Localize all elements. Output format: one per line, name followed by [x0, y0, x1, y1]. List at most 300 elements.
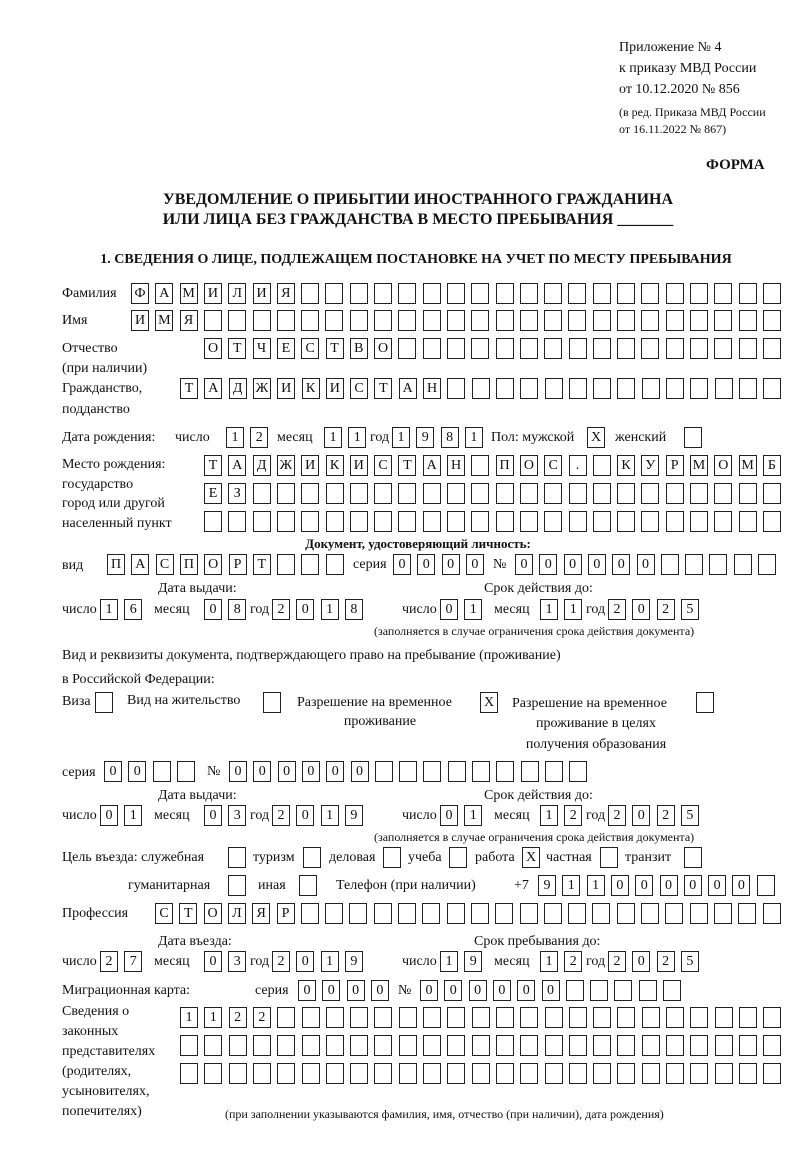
char-box-rep-row2[interactable] — [253, 1035, 271, 1056]
char-box-birthplace-row2[interactable] — [739, 483, 757, 504]
char-box-stay-number[interactable] — [448, 761, 466, 782]
char-box-birthplace-row3[interactable] — [350, 511, 368, 532]
char-box-name[interactable]: Я — [180, 310, 198, 331]
char-box-name[interactable] — [447, 310, 465, 331]
char-box-patronymic[interactable]: С — [301, 338, 319, 359]
char-box-stay-until-day[interactable]: 9 — [464, 951, 482, 972]
char-box-stay-issue-year[interactable]: 9 — [345, 805, 363, 826]
char-box-citizenship[interactable] — [569, 378, 587, 399]
char-box-birthplace-row3[interactable] — [277, 511, 295, 532]
char-box-citizenship[interactable] — [447, 378, 465, 399]
char-box-birthplace-row1[interactable]: О — [520, 455, 538, 476]
char-box-surname[interactable] — [714, 283, 732, 304]
char-box-birth-month[interactable]: 1 — [324, 427, 342, 448]
char-box-profession[interactable] — [738, 903, 756, 924]
char-box-rep-row3[interactable] — [326, 1063, 344, 1084]
char-box-rep-row2[interactable] — [423, 1035, 441, 1056]
char-box-phone[interactable]: 1 — [587, 875, 605, 896]
char-box-name[interactable] — [350, 310, 368, 331]
char-box-birthplace-row2[interactable]: З — [228, 483, 246, 504]
char-box-patronymic[interactable]: Е — [277, 338, 295, 359]
char-box-birth-year[interactable]: 8 — [441, 427, 459, 448]
char-box-stay-until-year[interactable]: 0 — [632, 951, 650, 972]
char-box-patronymic[interactable] — [398, 338, 416, 359]
char-box-id-valid-year[interactable]: 2 — [657, 599, 675, 620]
char-box-mig-number[interactable]: 0 — [542, 980, 560, 1001]
char-box-birthplace-row3[interactable] — [544, 511, 562, 532]
char-box-rep-row1[interactable] — [374, 1007, 392, 1028]
char-box-patronymic[interactable] — [471, 338, 489, 359]
char-box-rep-row3[interactable] — [642, 1063, 660, 1084]
char-box-rep-row1[interactable] — [277, 1007, 295, 1028]
char-box-profession[interactable] — [641, 903, 659, 924]
char-box-birthplace-row1[interactable]: Р — [666, 455, 684, 476]
char-box-rep-row3[interactable] — [545, 1063, 563, 1084]
char-box-surname[interactable] — [641, 283, 659, 304]
char-box-citizenship[interactable]: А — [204, 378, 222, 399]
char-box-name[interactable] — [398, 310, 416, 331]
char-box-rep-row3[interactable] — [472, 1063, 490, 1084]
char-box-birthplace-row1[interactable] — [593, 455, 611, 476]
char-box-rep-row1[interactable] — [666, 1007, 684, 1028]
char-box-id-valid-day[interactable]: 0 — [440, 599, 458, 620]
char-box-mig-number[interactable] — [663, 980, 681, 1001]
char-box-surname[interactable] — [617, 283, 635, 304]
char-box-birthplace-row1[interactable]: . — [569, 455, 587, 476]
char-box-rep-row2[interactable] — [617, 1035, 635, 1056]
char-box-rep-row1[interactable] — [642, 1007, 660, 1028]
char-box-birthplace-row2[interactable] — [763, 483, 781, 504]
char-box-patronymic[interactable]: В — [350, 338, 368, 359]
char-box-citizenship[interactable]: И — [277, 378, 295, 399]
char-box-id-issue-month[interactable]: 8 — [228, 599, 246, 620]
char-box-birthplace-row1[interactable]: Н — [447, 455, 465, 476]
char-box-birthplace-row1[interactable]: Б — [763, 455, 781, 476]
char-box-rep-row3[interactable] — [715, 1063, 733, 1084]
char-box-birthplace-row3[interactable] — [204, 511, 222, 532]
char-box-profession[interactable] — [520, 903, 538, 924]
char-box-birthplace-row1[interactable]: П — [496, 455, 514, 476]
char-box-rep-row3[interactable] — [277, 1063, 295, 1084]
char-box-stay-until-year[interactable]: 5 — [681, 951, 699, 972]
char-box-id-number[interactable]: 0 — [515, 554, 533, 575]
char-box-patronymic[interactable] — [739, 338, 757, 359]
char-box-patronymic[interactable]: О — [204, 338, 222, 359]
char-box-name[interactable] — [228, 310, 246, 331]
char-box-rep-row3[interactable] — [447, 1063, 465, 1084]
checkbox-purpose-official[interactable] — [228, 847, 246, 868]
char-box-stay-until-month[interactable]: 1 — [540, 951, 558, 972]
char-box-citizenship[interactable]: Д — [229, 378, 247, 399]
char-box-mig-number[interactable] — [639, 980, 657, 1001]
char-box-profession[interactable] — [592, 903, 610, 924]
char-box-citizenship[interactable]: Т — [180, 378, 198, 399]
char-box-phone[interactable]: 0 — [708, 875, 726, 896]
char-box-entry-month[interactable]: 3 — [228, 951, 246, 972]
char-box-birthplace-row1[interactable]: А — [423, 455, 441, 476]
char-box-surname[interactable] — [666, 283, 684, 304]
char-box-name[interactable] — [690, 310, 708, 331]
char-box-profession[interactable]: С — [155, 903, 173, 924]
char-box-rep-row1[interactable] — [520, 1007, 538, 1028]
char-box-rep-row2[interactable] — [715, 1035, 733, 1056]
char-box-rep-row1[interactable]: 1 — [204, 1007, 222, 1028]
char-box-patronymic[interactable] — [496, 338, 514, 359]
char-box-mig-number[interactable] — [590, 980, 608, 1001]
char-box-mig-number[interactable]: 0 — [469, 980, 487, 1001]
char-box-patronymic[interactable] — [617, 338, 635, 359]
char-box-id-kind[interactable]: О — [204, 554, 222, 575]
char-box-stay-number[interactable]: 0 — [229, 761, 247, 782]
char-box-profession[interactable] — [544, 903, 562, 924]
char-box-profession[interactable] — [398, 903, 416, 924]
char-box-surname[interactable] — [520, 283, 538, 304]
char-box-stay-number[interactable]: 0 — [278, 761, 296, 782]
char-box-stay-until-day[interactable]: 1 — [440, 951, 458, 972]
char-box-rep-row1[interactable] — [423, 1007, 441, 1028]
char-box-surname[interactable] — [593, 283, 611, 304]
char-box-phone[interactable]: 0 — [635, 875, 653, 896]
char-box-rep-row3[interactable] — [690, 1063, 708, 1084]
char-box-name[interactable]: И — [131, 310, 149, 331]
char-box-stay-issue-day[interactable]: 1 — [124, 805, 142, 826]
char-box-citizenship[interactable] — [472, 378, 490, 399]
char-box-rep-row3[interactable] — [763, 1063, 781, 1084]
char-box-birthplace-row2[interactable] — [471, 483, 489, 504]
char-box-id-series[interactable]: 0 — [393, 554, 411, 575]
char-box-rep-row2[interactable] — [666, 1035, 684, 1056]
char-box-id-number[interactable]: 0 — [588, 554, 606, 575]
char-box-profession[interactable]: Я — [252, 903, 270, 924]
checkbox-purpose-other[interactable] — [299, 875, 317, 896]
char-box-id-issue-year[interactable]: 2 — [272, 599, 290, 620]
char-box-citizenship[interactable] — [642, 378, 660, 399]
char-box-birthplace-row2[interactable] — [520, 483, 538, 504]
char-box-rep-row2[interactable] — [302, 1035, 320, 1056]
char-box-rep-row1[interactable] — [690, 1007, 708, 1028]
char-box-profession[interactable]: О — [204, 903, 222, 924]
char-box-birthplace-row3[interactable] — [690, 511, 708, 532]
char-box-birthplace-row3[interactable] — [301, 511, 319, 532]
char-box-id-valid-year[interactable]: 2 — [608, 599, 626, 620]
char-box-name[interactable] — [544, 310, 562, 331]
char-box-rep-row2[interactable] — [326, 1035, 344, 1056]
char-box-birthplace-row1[interactable]: И — [350, 455, 368, 476]
char-box-profession[interactable] — [690, 903, 708, 924]
char-box-rep-row2[interactable] — [496, 1035, 514, 1056]
char-box-stay-number[interactable] — [521, 761, 539, 782]
char-box-citizenship[interactable] — [545, 378, 563, 399]
char-box-citizenship[interactable]: К — [302, 378, 320, 399]
char-box-birthplace-row2[interactable] — [666, 483, 684, 504]
char-box-stay-until-year[interactable]: 2 — [657, 951, 675, 972]
char-box-name[interactable] — [204, 310, 222, 331]
char-box-id-number[interactable]: 0 — [539, 554, 557, 575]
char-box-birthplace-row3[interactable] — [423, 511, 441, 532]
char-box-rep-row3[interactable] — [204, 1063, 222, 1084]
char-box-stay-valid-month[interactable]: 1 — [540, 805, 558, 826]
checkbox-residence[interactable] — [263, 692, 281, 713]
char-box-citizenship[interactable]: А — [399, 378, 417, 399]
char-box-birthplace-row1[interactable] — [471, 455, 489, 476]
char-box-mig-series[interactable]: 0 — [347, 980, 365, 1001]
char-box-rep-row2[interactable] — [374, 1035, 392, 1056]
char-box-citizenship[interactable] — [496, 378, 514, 399]
char-box-citizenship[interactable] — [617, 378, 635, 399]
char-box-surname[interactable]: Я — [277, 283, 295, 304]
char-box-rep-row3[interactable] — [253, 1063, 271, 1084]
char-box-phone[interactable] — [757, 875, 775, 896]
char-box-surname[interactable] — [398, 283, 416, 304]
char-box-stay-series[interactable] — [153, 761, 171, 782]
char-box-surname[interactable]: А — [155, 283, 173, 304]
char-box-stay-valid-month[interactable]: 2 — [564, 805, 582, 826]
char-box-id-kind[interactable]: П — [180, 554, 198, 575]
char-box-entry-year[interactable]: 2 — [272, 951, 290, 972]
char-box-mig-number[interactable]: 0 — [517, 980, 535, 1001]
char-box-id-kind[interactable] — [326, 554, 344, 575]
char-box-mig-series[interactable]: 0 — [298, 980, 316, 1001]
char-box-birthplace-row1[interactable]: С — [374, 455, 392, 476]
char-box-birthplace-row2[interactable] — [253, 483, 271, 504]
char-box-patronymic[interactable] — [544, 338, 562, 359]
char-box-birth-year[interactable]: 1 — [392, 427, 410, 448]
checkbox-purpose-tourism[interactable] — [303, 847, 321, 868]
char-box-rep-row3[interactable] — [520, 1063, 538, 1084]
char-box-patronymic[interactable] — [666, 338, 684, 359]
char-box-id-issue-year[interactable]: 0 — [296, 599, 314, 620]
char-box-birthplace-row3[interactable] — [326, 511, 344, 532]
char-box-stay-issue-day[interactable]: 0 — [100, 805, 118, 826]
char-box-citizenship[interactable]: И — [326, 378, 344, 399]
char-box-rep-row1[interactable] — [472, 1007, 490, 1028]
char-box-patronymic[interactable]: Т — [228, 338, 246, 359]
char-box-birthplace-row2[interactable] — [350, 483, 368, 504]
char-box-profession[interactable]: Р — [277, 903, 295, 924]
char-box-rep-row2[interactable] — [350, 1035, 368, 1056]
char-box-mig-series[interactable]: 0 — [371, 980, 389, 1001]
char-box-phone[interactable]: 9 — [538, 875, 556, 896]
char-box-stay-number[interactable]: 0 — [253, 761, 271, 782]
char-box-surname[interactable] — [301, 283, 319, 304]
char-box-stay-number[interactable]: 0 — [326, 761, 344, 782]
char-box-surname[interactable] — [763, 283, 781, 304]
char-box-name[interactable] — [593, 310, 611, 331]
char-box-phone[interactable]: 1 — [562, 875, 580, 896]
char-box-name[interactable] — [374, 310, 392, 331]
char-box-birthplace-row2[interactable] — [714, 483, 732, 504]
char-box-birthplace-row2[interactable] — [277, 483, 295, 504]
char-box-stay-valid-year[interactable]: 2 — [608, 805, 626, 826]
char-box-rep-row2[interactable] — [277, 1035, 295, 1056]
char-box-birthplace-row1[interactable]: А — [228, 455, 246, 476]
char-box-rep-row1[interactable] — [302, 1007, 320, 1028]
char-box-rep-row1[interactable] — [593, 1007, 611, 1028]
char-box-surname[interactable] — [544, 283, 562, 304]
char-box-birthplace-row2[interactable] — [569, 483, 587, 504]
char-box-birthplace-row2[interactable] — [301, 483, 319, 504]
char-box-rep-row1[interactable] — [545, 1007, 563, 1028]
char-box-birthplace-row1[interactable]: К — [617, 455, 635, 476]
checkbox-purpose-business[interactable] — [383, 847, 401, 868]
char-box-stay-series[interactable] — [177, 761, 195, 782]
char-box-rep-row1[interactable]: 1 — [180, 1007, 198, 1028]
char-box-id-kind[interactable]: П — [107, 554, 125, 575]
char-box-name[interactable]: М — [155, 310, 173, 331]
char-box-id-valid-month[interactable]: 1 — [540, 599, 558, 620]
char-box-birthplace-row3[interactable] — [471, 511, 489, 532]
char-box-rep-row1[interactable]: 2 — [229, 1007, 247, 1028]
char-box-stay-issue-month[interactable]: 3 — [228, 805, 246, 826]
char-box-rep-row2[interactable] — [763, 1035, 781, 1056]
char-box-birthplace-row1[interactable]: О — [714, 455, 732, 476]
char-box-patronymic[interactable]: Т — [326, 338, 344, 359]
checkbox-purpose-transit[interactable] — [684, 847, 702, 868]
char-box-rep-row2[interactable] — [204, 1035, 222, 1056]
char-box-profession[interactable] — [714, 903, 732, 924]
char-box-name[interactable] — [739, 310, 757, 331]
char-box-citizenship[interactable] — [666, 378, 684, 399]
char-box-patronymic[interactable] — [447, 338, 465, 359]
char-box-id-issue-month[interactable]: 0 — [204, 599, 222, 620]
char-box-birthplace-row2[interactable] — [593, 483, 611, 504]
char-box-citizenship[interactable] — [763, 378, 781, 399]
char-box-patronymic[interactable] — [690, 338, 708, 359]
char-box-id-kind[interactable]: С — [156, 554, 174, 575]
char-box-patronymic[interactable] — [569, 338, 587, 359]
checkbox-sex-female[interactable] — [684, 427, 702, 448]
char-box-stay-number[interactable] — [399, 761, 417, 782]
char-box-mig-number[interactable] — [566, 980, 584, 1001]
char-box-rep-row2[interactable] — [690, 1035, 708, 1056]
char-box-stay-number[interactable]: 0 — [351, 761, 369, 782]
char-box-name[interactable] — [471, 310, 489, 331]
char-box-rep-row1[interactable] — [350, 1007, 368, 1028]
char-box-profession[interactable] — [495, 903, 513, 924]
checkbox-edu-permit[interactable] — [696, 692, 714, 713]
char-box-rep-row1[interactable] — [447, 1007, 465, 1028]
char-box-birthplace-row1[interactable]: Д — [253, 455, 271, 476]
char-box-birth-day[interactable]: 1 — [226, 427, 244, 448]
char-box-rep-row3[interactable] — [593, 1063, 611, 1084]
char-box-profession[interactable] — [665, 903, 683, 924]
char-box-birthplace-row3[interactable] — [447, 511, 465, 532]
checkbox-sex-male[interactable]: X — [587, 427, 605, 448]
char-box-birthplace-row2[interactable] — [641, 483, 659, 504]
char-box-profession[interactable] — [471, 903, 489, 924]
char-box-birthplace-row2[interactable]: Е — [204, 483, 222, 504]
char-box-stay-valid-year[interactable]: 2 — [657, 805, 675, 826]
char-box-mig-number[interactable] — [614, 980, 632, 1001]
char-box-phone[interactable]: 0 — [732, 875, 750, 896]
char-box-birthplace-row2[interactable] — [617, 483, 635, 504]
char-box-rep-row3[interactable] — [423, 1063, 441, 1084]
char-box-stay-series[interactable]: 0 — [128, 761, 146, 782]
char-box-citizenship[interactable]: Н — [423, 378, 441, 399]
char-box-stay-number[interactable] — [472, 761, 490, 782]
char-box-stay-issue-year[interactable]: 2 — [272, 805, 290, 826]
char-box-id-issue-day[interactable]: 1 — [100, 599, 118, 620]
char-box-patronymic[interactable] — [520, 338, 538, 359]
char-box-birthplace-row3[interactable] — [253, 511, 271, 532]
char-box-profession[interactable]: Л — [228, 903, 246, 924]
char-box-citizenship[interactable]: С — [350, 378, 368, 399]
char-box-citizenship[interactable] — [593, 378, 611, 399]
char-box-birthplace-row3[interactable] — [763, 511, 781, 532]
char-box-birthplace-row3[interactable] — [520, 511, 538, 532]
char-box-rep-row1[interactable] — [496, 1007, 514, 1028]
char-box-birthplace-row1[interactable]: Т — [204, 455, 222, 476]
char-box-profession[interactable] — [422, 903, 440, 924]
char-box-mig-number[interactable]: 0 — [420, 980, 438, 1001]
char-box-rep-row1[interactable] — [569, 1007, 587, 1028]
char-box-mig-series[interactable]: 0 — [322, 980, 340, 1001]
char-box-rep-row3[interactable] — [569, 1063, 587, 1084]
char-box-id-kind[interactable]: А — [131, 554, 149, 575]
char-box-patronymic[interactable] — [714, 338, 732, 359]
char-box-birthplace-row3[interactable] — [593, 511, 611, 532]
char-box-rep-row3[interactable] — [399, 1063, 417, 1084]
char-box-stay-until-month[interactable]: 2 — [564, 951, 582, 972]
char-box-surname[interactable] — [496, 283, 514, 304]
char-box-birthplace-row2[interactable] — [690, 483, 708, 504]
char-box-rep-row2[interactable] — [569, 1035, 587, 1056]
char-box-rep-row2[interactable] — [642, 1035, 660, 1056]
char-box-id-kind[interactable]: Т — [253, 554, 271, 575]
char-box-entry-year[interactable]: 1 — [321, 951, 339, 972]
char-box-stay-number[interactable] — [423, 761, 441, 782]
char-box-id-kind[interactable] — [301, 554, 319, 575]
char-box-surname[interactable]: Л — [228, 283, 246, 304]
char-box-entry-day[interactable]: 2 — [100, 951, 118, 972]
char-box-phone[interactable]: 0 — [684, 875, 702, 896]
char-box-rep-row3[interactable] — [496, 1063, 514, 1084]
char-box-id-number[interactable] — [661, 554, 679, 575]
char-box-rep-row1[interactable] — [715, 1007, 733, 1028]
checkbox-purpose-private[interactable] — [600, 847, 618, 868]
char-box-patronymic[interactable]: Ч — [253, 338, 271, 359]
char-box-stay-number[interactable] — [545, 761, 563, 782]
char-box-citizenship[interactable] — [690, 378, 708, 399]
char-box-rep-row2[interactable] — [229, 1035, 247, 1056]
char-box-rep-row1[interactable] — [739, 1007, 757, 1028]
char-box-birthplace-row1[interactable]: И — [301, 455, 319, 476]
char-box-citizenship[interactable]: Т — [374, 378, 392, 399]
char-box-id-number[interactable] — [709, 554, 727, 575]
char-box-birthplace-row2[interactable] — [423, 483, 441, 504]
char-box-id-issue-year[interactable]: 1 — [321, 599, 339, 620]
char-box-stay-issue-year[interactable]: 0 — [296, 805, 314, 826]
char-box-name[interactable] — [423, 310, 441, 331]
char-box-profession[interactable] — [325, 903, 343, 924]
char-box-stay-valid-year[interactable]: 5 — [681, 805, 699, 826]
char-box-entry-year[interactable]: 0 — [296, 951, 314, 972]
char-box-id-issue-day[interactable]: 6 — [124, 599, 142, 620]
char-box-rep-row1[interactable]: 2 — [253, 1007, 271, 1028]
char-box-rep-row2[interactable] — [593, 1035, 611, 1056]
char-box-id-number[interactable] — [734, 554, 752, 575]
char-box-surname[interactable] — [350, 283, 368, 304]
char-box-id-series[interactable]: 0 — [417, 554, 435, 575]
char-box-birthplace-row3[interactable] — [398, 511, 416, 532]
char-box-stay-issue-year[interactable]: 1 — [321, 805, 339, 826]
char-box-profession[interactable] — [617, 903, 635, 924]
char-box-patronymic[interactable]: О — [374, 338, 392, 359]
char-box-rep-row3[interactable] — [739, 1063, 757, 1084]
char-box-id-kind[interactable]: Р — [229, 554, 247, 575]
char-box-birthplace-row3[interactable] — [666, 511, 684, 532]
char-box-birthplace-row3[interactable] — [496, 511, 514, 532]
